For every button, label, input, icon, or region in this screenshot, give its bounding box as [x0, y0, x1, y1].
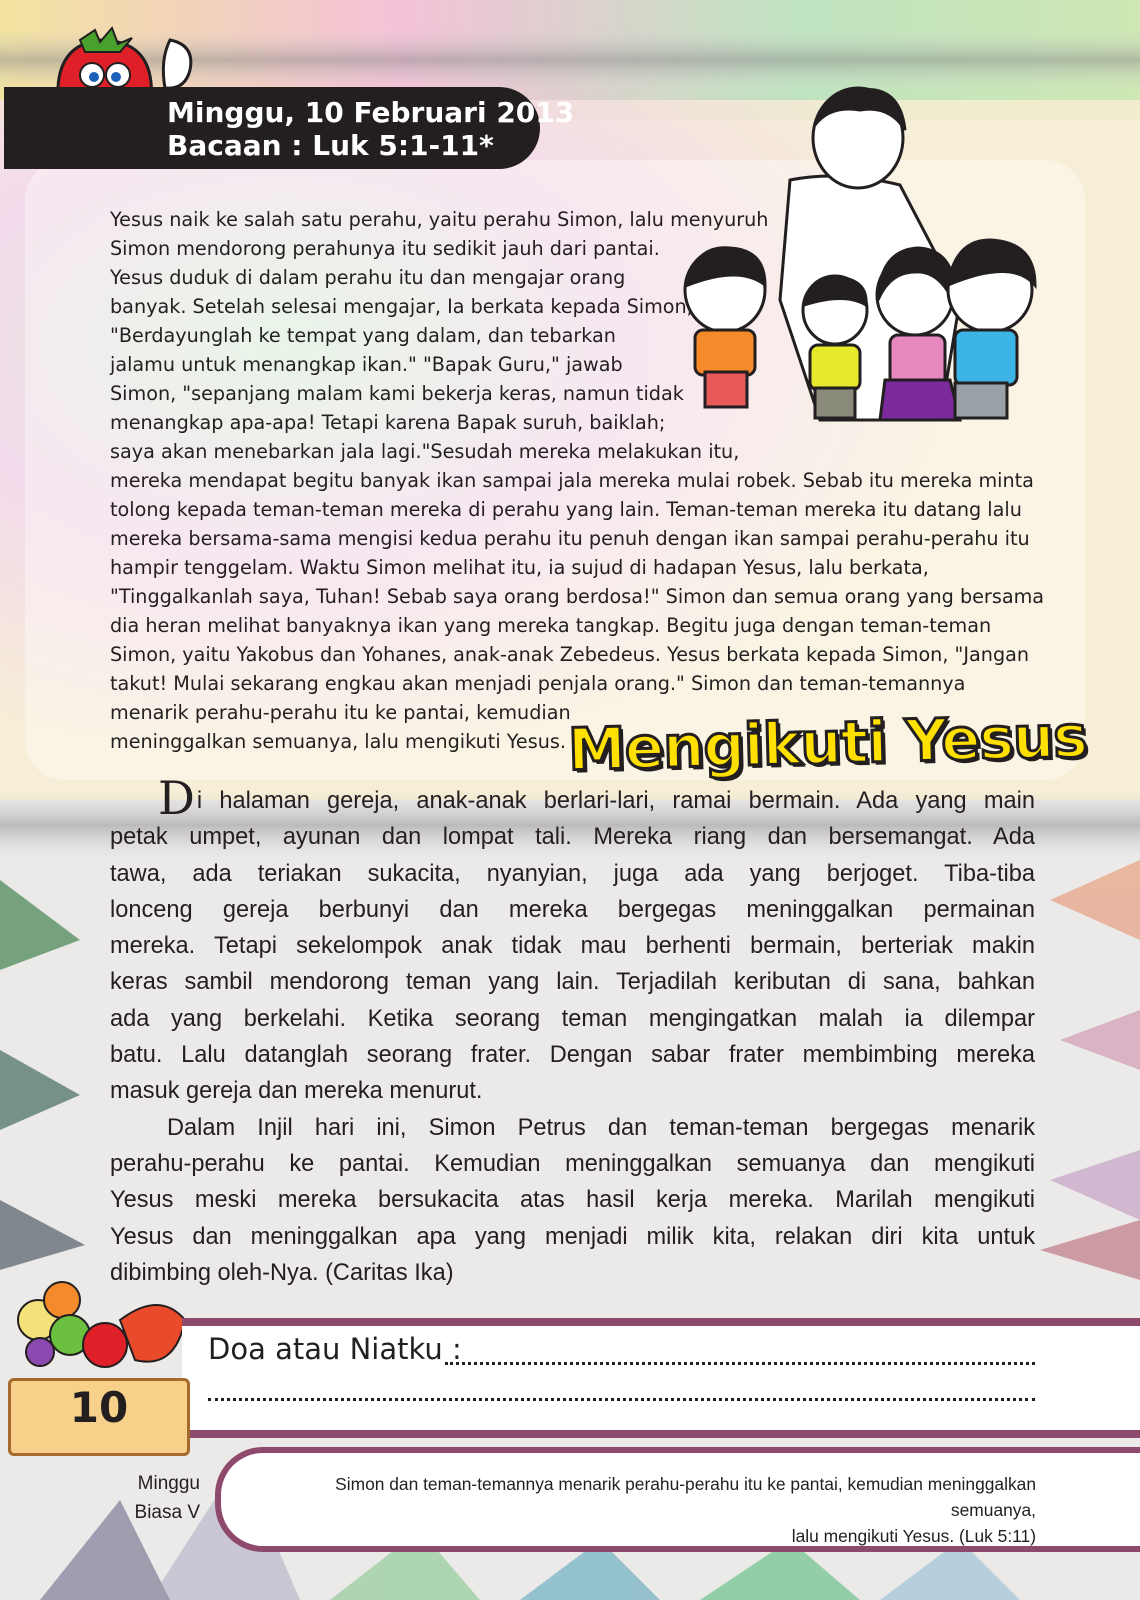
reflection-line: mereka. Tetapi sekelompok anak tidak mau berhenti bermain, berteriak makin	[110, 933, 1035, 960]
reflection-line: keras sambil mendorong teman yang lain. Terjadilah keributan di sana, bahkan	[110, 969, 1035, 996]
passage-line: Simon, "sepanjang malam kami bekerja keras, namun tidak	[110, 382, 684, 405]
reflection-line: lonceng gereja berbunyi dan mereka bergegas meninggalkan permainan	[110, 896, 1035, 923]
reflection-line: Yesus dan meninggalkan apa yang menjadi milik kita, relakan diri kita untuk	[110, 1223, 1035, 1250]
header-reading: Bacaan : Luk 5:1-11*	[167, 129, 494, 162]
reflection-first-line	[110, 771, 1035, 825]
passage-line: banyak. Setelah selesai mengajar, Ia berkata kepada Simon,	[110, 295, 693, 318]
reflection-line: perahu-perahu ke pantai. Kemudian meninggalkan semuanya dan mengikuti	[110, 1150, 1035, 1177]
passage-line: meninggalkan semuanya, lalu mengikuti Yesus.	[110, 730, 566, 753]
bible-passage	[110, 205, 1045, 756]
liturgical-sunday-line: Biasa V	[134, 1502, 200, 1523]
passage-line: saya akan menebarkan jala lagi."Sesudah mereka melakukan itu,	[110, 440, 740, 463]
reflection-line: Yesus meski mereka bersukacita atas hasil kerja mereka. Marilah mengikuti	[110, 1187, 1035, 1214]
passage-line: mereka bersama-sama mengisi kedua perahu itu penuh dengan ikan sampai perahu-perahu itu	[110, 527, 1030, 550]
reflection-line: dibimbing oleh-Nya. (Caritas Ika)	[110, 1259, 454, 1286]
passage-line: Yesus naik ke salah satu perahu, yaitu perahu Simon, lalu menyuruh	[110, 208, 769, 231]
passage-line: Simon mendorong perahunya itu sedikit jauh dari pantai.	[110, 237, 660, 260]
passage-line: hampir tenggelam. Waktu Simon melihat itu, ia sujud di hadapan Yesus, lalu berkata,	[110, 556, 929, 579]
passage-line: jalamu untuk menangkap ikan." "Bapak Guru," jawab	[110, 353, 623, 376]
reflection-line: Dalam Injil hari ini, Simon Petrus dan teman-teman bergegas menarik	[167, 1114, 1035, 1141]
reflection-line: i halaman gereja, anak-anak berlari-lari, ramai bermain. Ada yang main	[196, 788, 1035, 814]
liturgical-sunday-line: Minggu	[137, 1473, 200, 1494]
passage-line: takut! Mulai sekarang engkau akan menjadi penjala orang." Simon dan teman-temannya	[110, 672, 966, 695]
passage-line: "Berdayunglah ke tempat yang dalam, dan tebarkan	[110, 324, 616, 347]
reflection-line: ada yang berkelahi. Ketika seorang teman mengingatkan malah ia dilempar	[110, 1005, 1035, 1032]
header-date: Minggu, 10 Februari 2013	[167, 96, 575, 129]
page-title: Mengikuti Yesus	[567, 702, 1088, 784]
passage-line: Yesus duduk di dalam perahu itu dan mengajar orang	[110, 266, 626, 289]
prayer-writing-line[interactable]	[445, 1344, 1035, 1365]
reflection-text	[110, 771, 1035, 1291]
passage-line: mereka mendapat begitu banyak ikan sampai jala mereka mulai robek. Sebab itu mereka minta	[110, 469, 1034, 492]
prayer-label: Doa atau Niatku :	[208, 1332, 462, 1366]
prayer-writing-line[interactable]	[208, 1384, 1035, 1401]
liturgical-sunday	[100, 1469, 200, 1527]
passage-line: tolong kepada teman-teman mereka di perahu yang lain. Teman-teman mereka itu datang lalu	[110, 498, 1022, 521]
page-number: 10	[69, 1383, 129, 1432]
passage-line: menangkap apa-apa! Tetapi karena Bapak suruh, baiklah;	[110, 411, 666, 434]
key-verse-line: lalu mengikuti Yesus. (Luk 5:11)	[791, 1526, 1036, 1546]
passage-line: dia heran melihat banyaknya ikan yang mereka tangkap. Begitu juga dengan teman-teman	[110, 614, 992, 637]
drop-cap: D	[158, 771, 195, 825]
key-verse-line: Simon dan teman-temannya menarik perahu-perahu itu ke pantai, kemudian meninggalkan semuanya,	[335, 1474, 1036, 1520]
reflection-line: masuk gereja dan mereka menurut.	[110, 1078, 483, 1105]
passage-line: "Tinggalkanlah saya, Tuhan! Sebab saya orang berdosa!" Simon dan semua orang yang bersama	[110, 585, 1045, 608]
reflection-line: petak umpet, ayunan dan lompat tali. Mereka riang dan bersemangat. Ada	[110, 824, 1035, 851]
passage-line: Simon, yaitu Yakobus dan Yohanes, anak-anak Zebedeus. Yesus berkata kepada Simon, "Jangan	[110, 643, 1030, 666]
reflection-line: batu. Lalu datanglah seorang frater. Dengan sabar frater membimbing mereka	[110, 1042, 1035, 1069]
passage-line: menarik perahu-perahu itu ke pantai, kemudian	[110, 701, 571, 724]
reflection-line: tawa, ada teriakan sukacita, nyanyian, juga ada yang berjoget. Tiba-tiba	[110, 860, 1035, 887]
key-verse	[246, 1471, 1036, 1549]
